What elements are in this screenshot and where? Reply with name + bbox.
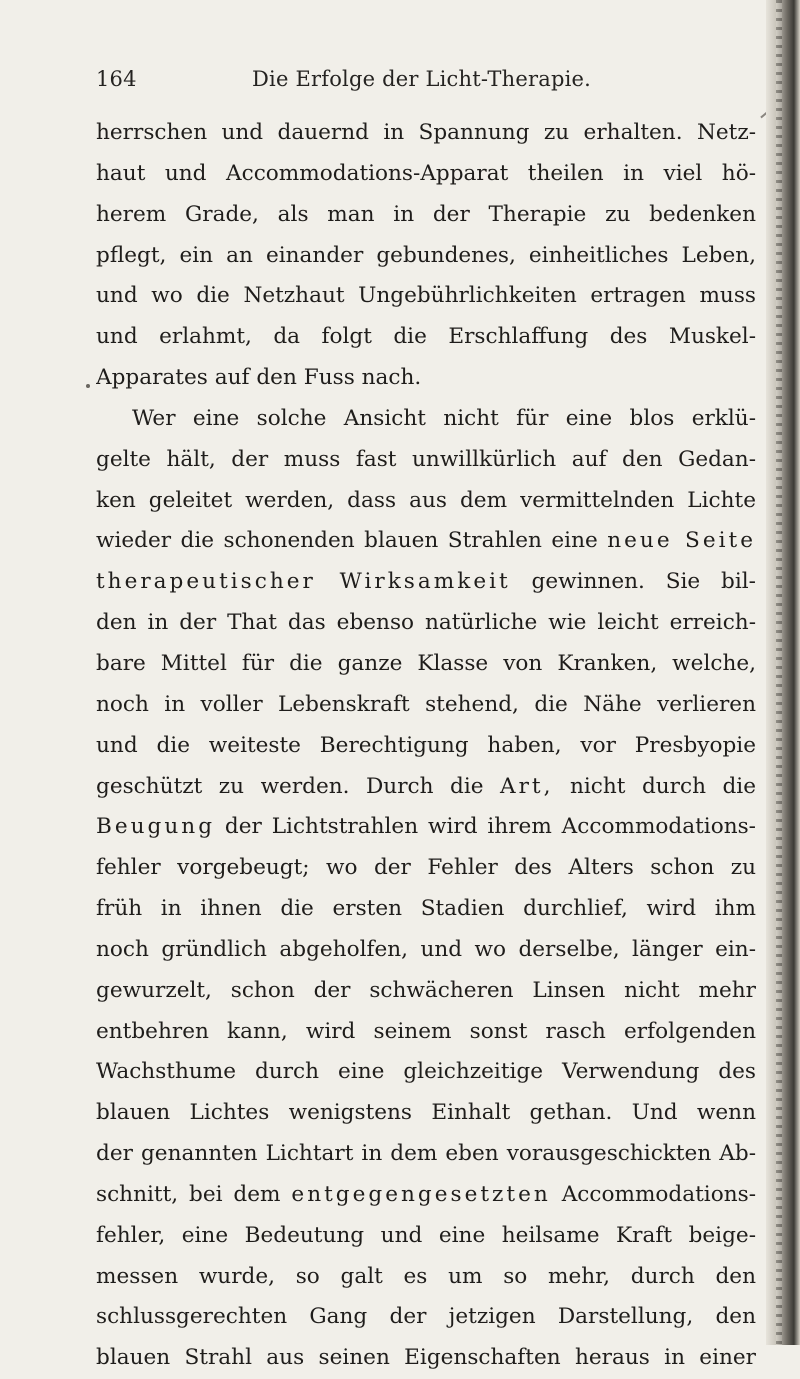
- page-binding-edge: [766, 0, 800, 1345]
- text-line: fehler vorgebeugt; wo der Fehler des Alters schon zu: [96, 855, 756, 881]
- emphasis-spaced: Beugung: [96, 814, 216, 840]
- text-line: entbehren kann, wird seinem sonst rasch erfolgenden: [96, 1018, 756, 1044]
- text-line: herem Grade, als man in der Therapie zu bedenken: [96, 201, 756, 227]
- text-line: noch gründlich abgeholfen, und wo derselbe, länger ein-: [96, 936, 756, 962]
- text-line: messen wurde, so galt es um so mehr, durch den: [96, 1263, 756, 1289]
- text-line: Wachsthume durch eine gleichzeitige Verwendung des: [96, 1059, 756, 1085]
- text-line: therapeutischer Wirksamkeit gewinnen. Sie bil-: [96, 569, 756, 595]
- text-line: noch in voller Lebenskraft stehend, die Nähe verlieren: [96, 691, 756, 717]
- text-line: und erlahmt, da folgt die Erschlaffung des Muskel-: [96, 324, 756, 350]
- text-line: der genannten Lichtart in dem eben vorausgeschickten Ab-: [96, 1141, 756, 1167]
- body-text: [96, 113, 756, 1379]
- text-line: Beugung der Lichtstrahlen wird ihrem Accommodations-: [96, 814, 756, 840]
- text-line: blauen Strahl aus seinen Eigenschaften heraus in einer: [96, 1345, 756, 1371]
- margin-speck: [86, 384, 90, 388]
- text-line: wieder die schonenden blauen Strahlen eine neue Seite: [96, 528, 756, 554]
- text-line: schlussgerechten Gang der jetzigen Darstellung, den: [96, 1304, 756, 1330]
- text-line: schnitt, bei dem entgegengesetzten Accommodations-: [96, 1181, 756, 1207]
- text-line: bare Mittel für die ganze Klasse von Kranken, welche,: [96, 650, 756, 676]
- text-line: und wo die Netzhaut Ungebührlichkeiten ertragen muss: [96, 283, 756, 309]
- text-line: blauen Lichtes wenigstens Einhalt gethan. Und wenn: [96, 1100, 756, 1126]
- running-head: [96, 62, 756, 96]
- text-line: haut und Accommodations-Apparat theilen in viel hö-: [96, 160, 756, 186]
- text-line: herrschen und dauernd in Spannung zu erhalten. Netz-: [96, 120, 756, 145]
- page-number: 164: [96, 67, 137, 91]
- paragraph-start-line: Wer eine solche Ansicht nicht für eine blos erklü-: [132, 405, 756, 431]
- running-title: Die Erfolge der Licht-Therapie.: [252, 67, 592, 91]
- text-line: ken geleitet werden, dass aus dem vermittelnden Lichte: [96, 487, 756, 513]
- text-line: und die weiteste Berechtigung haben, vor Presbyopie: [96, 732, 756, 758]
- text-line: den in der That das ebenso natürliche wie leicht erreich-: [96, 610, 756, 636]
- text-line: fehler, eine Bedeutung und eine heilsame Kraft beige-: [96, 1222, 756, 1248]
- text-line: geschützt zu werden. Durch die Art, nicht durch die: [96, 773, 756, 799]
- text-line: Apparates auf den Fuss nach.: [96, 365, 422, 391]
- emphasis-spaced: Art,: [500, 773, 554, 799]
- text-line: gelte hält, der muss fast unwillkürlich auf den Gedan-: [96, 446, 756, 472]
- emphasis-spaced: entgegengesetzten: [291, 1181, 551, 1207]
- emphasis-spaced: neue Seite: [607, 528, 756, 554]
- text-line: früh in ihnen die ersten Stadien durchlief, wird ihm: [96, 896, 756, 922]
- text-line: pflegt, ein an einander gebundenes, einheitliches Leben,: [96, 242, 756, 268]
- text-line: gewurzelt, schon der schwächeren Linsen nicht mehr: [96, 977, 756, 1003]
- emphasis-spaced: therapeutischer Wirksamkeit: [96, 569, 511, 595]
